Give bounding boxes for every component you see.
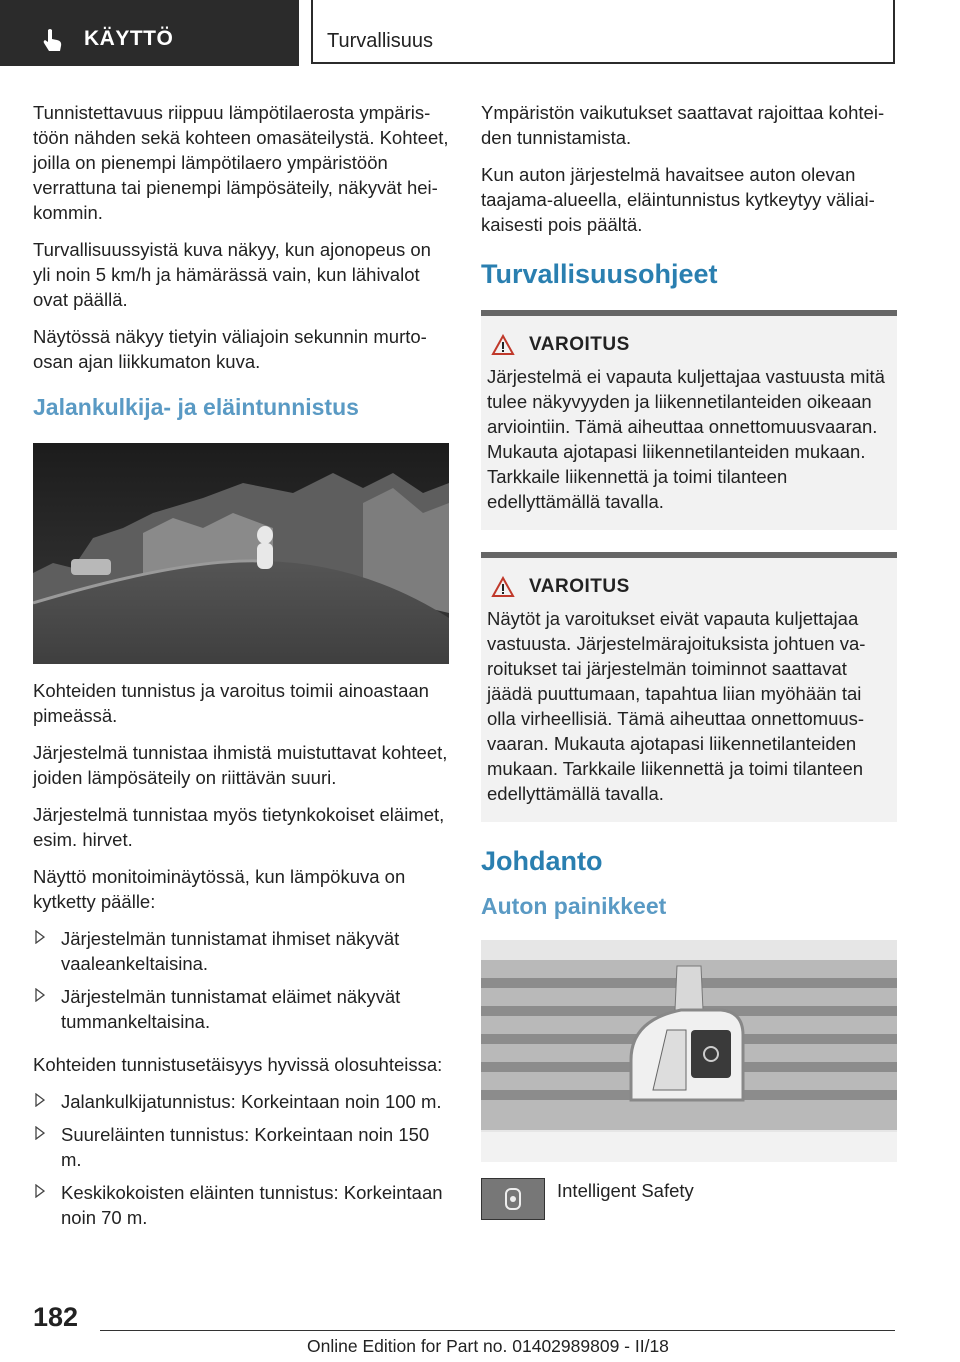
paragraph: Ympäristön vaikutukset saattavat rajoittaa kohteiden tunnistamista. (481, 102, 885, 148)
list-item: Jalankulkijatunnistus: Korkeintaan noin 100 m. (33, 1089, 449, 1114)
grille-button-illustration (481, 940, 897, 1162)
subsection-heading: Auton painikkeet (481, 893, 667, 919)
button-location-image (481, 940, 897, 1162)
night-vision-illustration (33, 443, 449, 664)
warning-triangle-icon (491, 576, 515, 598)
section-tab (0, 0, 299, 66)
paragraph: Järjestelmä tunnistaa ihmistä muistuttavat kohteet, joiden lämpösäteily on riittävän suuri. (33, 742, 448, 788)
hand-pointer-icon (42, 28, 64, 52)
chapter-title: Turvallisuus (327, 30, 433, 52)
paragraph: Kohteiden tunnistus ja varoitus toimii ainoastaan pimeässä. (33, 680, 429, 726)
triangle-bullet-icon (35, 988, 45, 1002)
safety-shield-icon (503, 1187, 523, 1211)
paragraph: Tunnistettavuus riippuu lämpötilaerosta ympäristöön nähden sekä kohteen omasäteilystä. Kohteet, joilla on pienempi lämpötilaero ympäristöön verrattuna tai pienempi lämpösäteily, näkyvät heikommin. (33, 102, 449, 223)
bullet-list (33, 1089, 449, 1230)
warning-box (481, 552, 897, 822)
triangle-bullet-icon (35, 1093, 45, 1107)
warning-text: Järjestelmä ei vapauta kuljettajaa vastuusta mitä tulee näkyvyyden ja liikennetilanteiden oikeaan arviointiin. Tämä aiheuttaa onnettomuusvaaran. Mukauta ajotapasi liikennetilanteiden mukaan. Tarkkaile liikennettä ja toimi tilanteen edellyttämällä tavalla. (487, 366, 885, 512)
list-item: Järjestelmän tunnistamat eläimet näkyvät tummankeltaisina. (33, 984, 449, 1034)
warning-box (481, 310, 897, 530)
warning-text: Näytöt ja varoitukset eivät vapauta kuljettajaa vastuusta. Järjestelmärajoituksista johtuen varoitukset tai järjestelmän toiminnot saattavat jäädä puuttumaan, tapahtua liian myöhään tai olla virheellisiä. Tämä aiheuttaa onnettomuusvaaran. Mukauta ajotapasi liikennetilanteiden mukaan. Tarkkaile liikennettä ja toimi tilanteen edellyttämällä tavalla. (487, 608, 866, 804)
list-item: Järjestelmän tunnistamat ihmiset näkyvät vaaleankeltaisina. (33, 926, 449, 976)
list-item: Suureläinten tunnistus: Korkeintaan noin 150 m. (33, 1122, 449, 1172)
page-number: 182 (33, 1302, 79, 1332)
list-item: Keskikokoisten eläinten tunnistus: Korkeintaan noin 70 m. (33, 1180, 449, 1230)
button-label: Intelligent Safety (557, 1180, 694, 1201)
triangle-bullet-icon (35, 1126, 45, 1140)
bullet-list (33, 926, 449, 1034)
paragraph: Näyttö monitoiminäytössä, kun lämpökuva on kytketty päälle: (33, 866, 406, 912)
section-title: KÄYTTÖ (84, 27, 174, 50)
button-legend (481, 1178, 897, 1220)
chapter-tab (311, 0, 895, 64)
triangle-bullet-icon (35, 930, 45, 944)
thermal-image (33, 443, 449, 664)
warning-triangle-icon (491, 334, 515, 356)
footer-divider (100, 1330, 895, 1331)
triangle-bullet-icon (35, 1184, 45, 1198)
paragraph: Näytössä näkyy tietyin väliajoin sekunnin murtoosan ajan liikkumaton kuva. (33, 326, 427, 372)
right-column (481, 100, 897, 1220)
intelligent-safety-button-icon (481, 1178, 545, 1220)
warning-title: VAROITUS (529, 576, 630, 597)
paragraph: Kun auton järjestelmä havaitsee auton olevan taajama-alueella, eläintunnistus kytkeytyy väliaikaisesti pois päältä. (481, 164, 875, 235)
section-heading: Jalankulkija- ja eläintunnistus (33, 394, 359, 420)
left-column (33, 100, 449, 1242)
edition-info: Online Edition for Part no. 01402989809 - II/18 (307, 1336, 669, 1356)
paragraph: Järjestelmä tunnistaa myös tietynkokoiset eläimet, esim. hirvet. (33, 804, 445, 850)
paragraph: Kohteiden tunnistusetäisyys hyvissä olosuhteissa: (33, 1054, 443, 1075)
section-heading: Johdanto (481, 846, 603, 876)
paragraph: Turvallisuussyistä kuva näkyy, kun ajonopeus on yli noin 5 km/h ja hämärässä vain, kun lähivalot ovat päällä. (33, 239, 431, 310)
warning-title: VAROITUS (529, 334, 630, 355)
section-heading: Turvallisuusohjeet (481, 259, 718, 289)
